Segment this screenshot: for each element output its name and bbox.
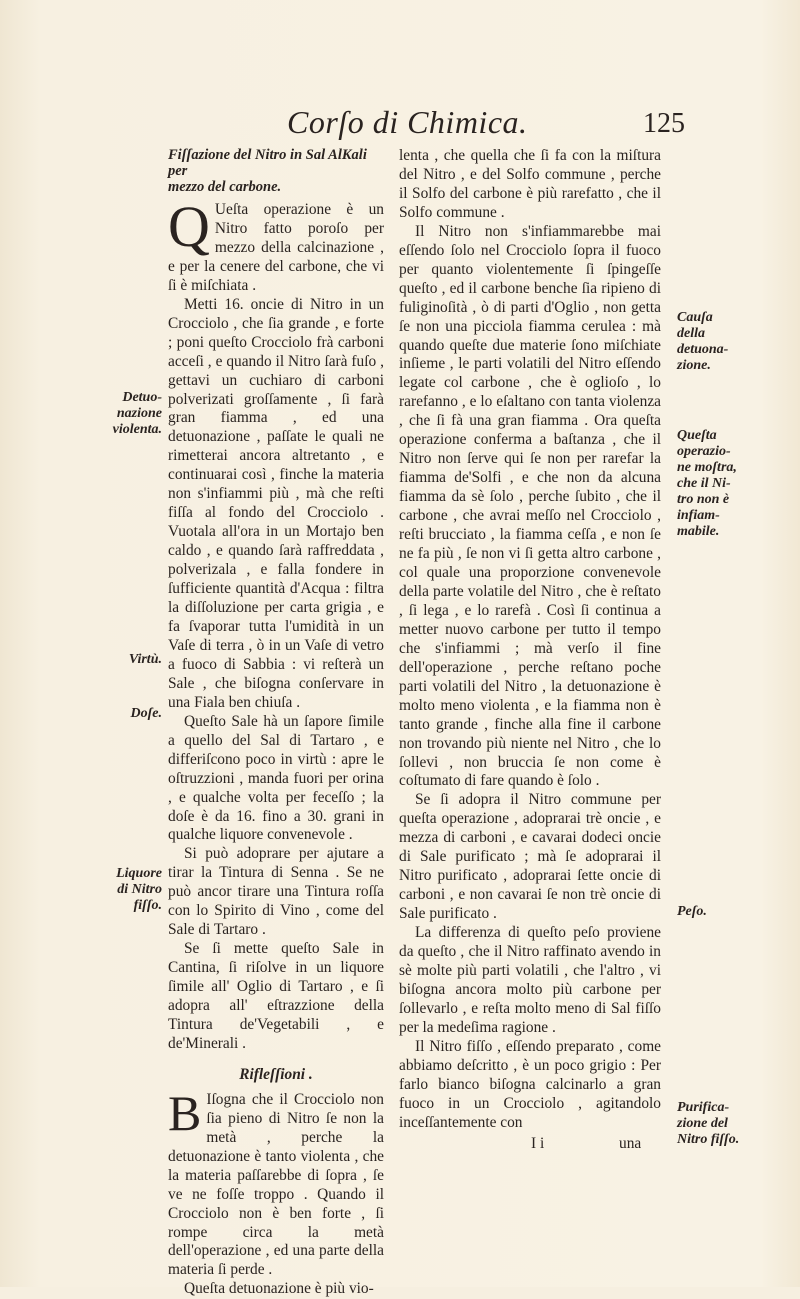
section-title-line: mezzo del carbone. [168,179,282,195]
opening-paragraph [168,194,384,296]
margin-note-line: che il Ni- [677,476,731,491]
margin-note-line: mabile. [677,524,720,539]
paragraph: Iſogna che il Crocciolo non ſia pieno di Nitro ſe non la metà , perche la detuonazione è tanto violenta , che la materia paſſarebbe di ſopra , ſe ve ne foſſe troppo . Quando il Crocciolo non è ben forte , ſi rompe circa la metà dell'operazione , ed una parte della materia ſi perde . [168,1090,384,1279]
running-title: Corſo di Chimica. [287,104,528,140]
margin-note-virtu: Virtù. [128,652,162,667]
margin-note-line: ne moſtra, [677,460,737,475]
margin-note-liquore [92,866,162,914]
margin-note-dose: Doſe. [130,706,162,721]
margin-note-detuonazione [92,390,162,438]
catchword: una [619,1134,642,1152]
paragraph: La differenza di queſto peſo proviene da queſto , che il Nitro raffinato avendo in sè molte più parti volatili , che l'altro , vi biſogna ancora molto più carbone per ſollevarlo , e reſta molto meno di Sal fiſſo per la medeſima ragione . [399,924,661,1036]
margin-note-line: Queſta [677,428,717,443]
margin-note-line: Cauſa [677,310,713,325]
page-header [0,104,800,150]
paragraph: Il Nitro non s'infiammarebbe mai eſſendo ſolo nel Crocciolo ſopra il fuoco per quanto violentemente ſi ſpingeſſe queſto , ed il carbone benche ſia ripieno di fuliginoſità , ò di parti d'Oglio , non getta ſe non una picciola fiamma cerulea : mà quando queſte due materie ſono miſchiate inſieme , le parti volatili del Nitro eſſendo legate col carbone , che è oglioſo , lo rarefanno , e lo eſaltano con tanta violenza , che ſi fà una gran fiamma . Ora queſta operazione conferma a baſtanza , che il Nitro non ſerve qui ſe non per rarefar la fiamma de'Solfi , e che non da alcuna fiamma da sè ſolo , perche ſubito , che il carbone , che avrai meſſo nel Crocciolo , reſti brucciato , la fiamma ceſſa , e non ſe ne fa più , ſe non vi ſi getta altro carbone , col quale una proporzione convenevole della parte volatile del Nitro , che è reſtato , ſi lega , e lo rarefà . Così ſi continua a metter nuovo carbone per tutto il tempo che s'infiammi ; mà verſo il fine dell'operazione , perche reſtano poche parti volatili del Nitro , la detuonazione è molto meno violenta , e la fiamma non è tanto grande , finche alla fine il carbone non trovando più niente nel Nitro , che lo ſollevi , non bruccia ſe non come è coſtumato di fare quando è ſolo . [399,222,661,790]
section-title-line: Fiſſazione del Nitro in Sal AlKali per [168,147,367,179]
drop-cap: B [168,1084,202,1141]
paragraph: Ueſta operazione è un Nitro fatto poroſo per mezzo della calcinazione , e per la cenere del carbone, che vi ſi è miſchiata . [168,201,384,294]
paragraph: Se ſi adopra il Nitro commune per queſta operazione , adoprarai trè oncie , e mezza di carboni , e cavarai dodeci oncie di Sale purificato ; mà ſe adoprarai il Nitro purificato , adoprarai ſette oncie di carboni , e non cavarai ſe non trè oncie di Sale purificato . [399,791,661,923]
reflections-paragraph [168,1084,384,1281]
paragraph: Se ſi mette queſto Sale in Cantina, ſi riſolve in un liquore ſimile all' Oglio di Tartaro , e ſi adopra all' eſtrazzione della Tintura de'Vegetabili , e de'Minerali . [168,940,384,1052]
margin-note-purifica [677,1100,757,1148]
paragraph: Si può adoprare per ajutare a tirar la Tintura di Senna . Se ne può ancor tirare una Tintura roſſa con lo Spirito di Vino , come del Sale di Tartaro . [168,845,384,939]
margin-note-line: fiſſo. [133,898,162,913]
section-title [168,147,384,195]
paragraph: lenta , che quella che ſi fa con la miſtura del Nitro , e del Solfo commune , perche il Solfo del carbone è più rarefatto , che il Solfo commune . [399,147,661,221]
page-number: 125 [643,108,685,139]
paragraph: Queſto Sale hà un ſapore ſimile a quello del Sal di Tartaro , e differiſcono poco in virtù : apre le oſtruzzioni , manda fuori per orina , e qualche volta per feceſſo ; la doſe è da 16. fino a 30. grani in qualche liquore convenevole . [168,712,384,844]
margin-note-line: zione del [677,1116,728,1131]
margin-note-line: detuona- [677,342,729,357]
margin-note-line: infiam- [677,508,720,523]
margin-note-questa [677,428,757,540]
paragraph: Metti 16. oncie di Nitro in un Crocciolo , che ſia grande , e forte ; poni queſto Crocciolo frà carboni acceſi , e quando il Nitro ſarà fuſo , gettavi un cuchiaro di carboni polverizati groſſamente , ſi farà gran fiamma , ed una detuonazione , paſſate le quali ne rimetterai ancora altretanto , e continuarai così , finche la materia non s'infiammi più , mà che reſti fiſſa al fondo del Crocciolo . Vuotala all'ora in un Mortajo ben caldo , e quando ſarà raffreddata , polverizala , e falla fondere in ſufficiente quantità d'Acqua : filtra la diſſoluzione per carta grigia , e fa ſvaporar tutta l'umidità in un Vaſe di terra , ò in un Vaſe di vetro a fuoco di Sabbia : vi reſterà un Sale , che biſogna conſervare in una Fiala ben chiuſa . [168,295,384,711]
margin-note-line: di Nitro [117,882,162,897]
margin-note-line: nazione [116,406,162,421]
reflections-heading: Rifleſſioni . [239,1065,313,1083]
margin-note-line: violenta. [112,422,162,437]
margin-note-line: Nitro fiſſo. [677,1132,740,1147]
margin-note-line: Purifica- [677,1100,730,1115]
margin-note-line: tro non è [677,492,730,507]
drop-cap: Q [168,194,210,259]
margin-note-line: operazio- [677,444,731,459]
margin-note-peso: Peſo. [677,904,707,919]
margin-note-line: Detuo- [122,390,162,405]
margin-note-causa [677,310,757,374]
paragraph: Queſta detuonazione è più vio- [184,1280,374,1298]
page-footer [399,1135,661,1155]
margin-note-line: zione. [677,358,711,373]
paragraph: Il Nitro fiſſo , eſſendo preparato , come abbiamo deſcritto , è un poco grigio : Per farlo bianco biſogna calcinarlo a gran fuoco in un Crocciolo , agitandolo inceſſantemente con [399,1037,661,1131]
margin-note-line: della [677,326,705,341]
margin-note-line: Liquore [116,866,162,881]
signature-mark: I i [531,1134,545,1152]
right-text-column [399,147,661,1155]
left-text-column [168,147,384,1299]
